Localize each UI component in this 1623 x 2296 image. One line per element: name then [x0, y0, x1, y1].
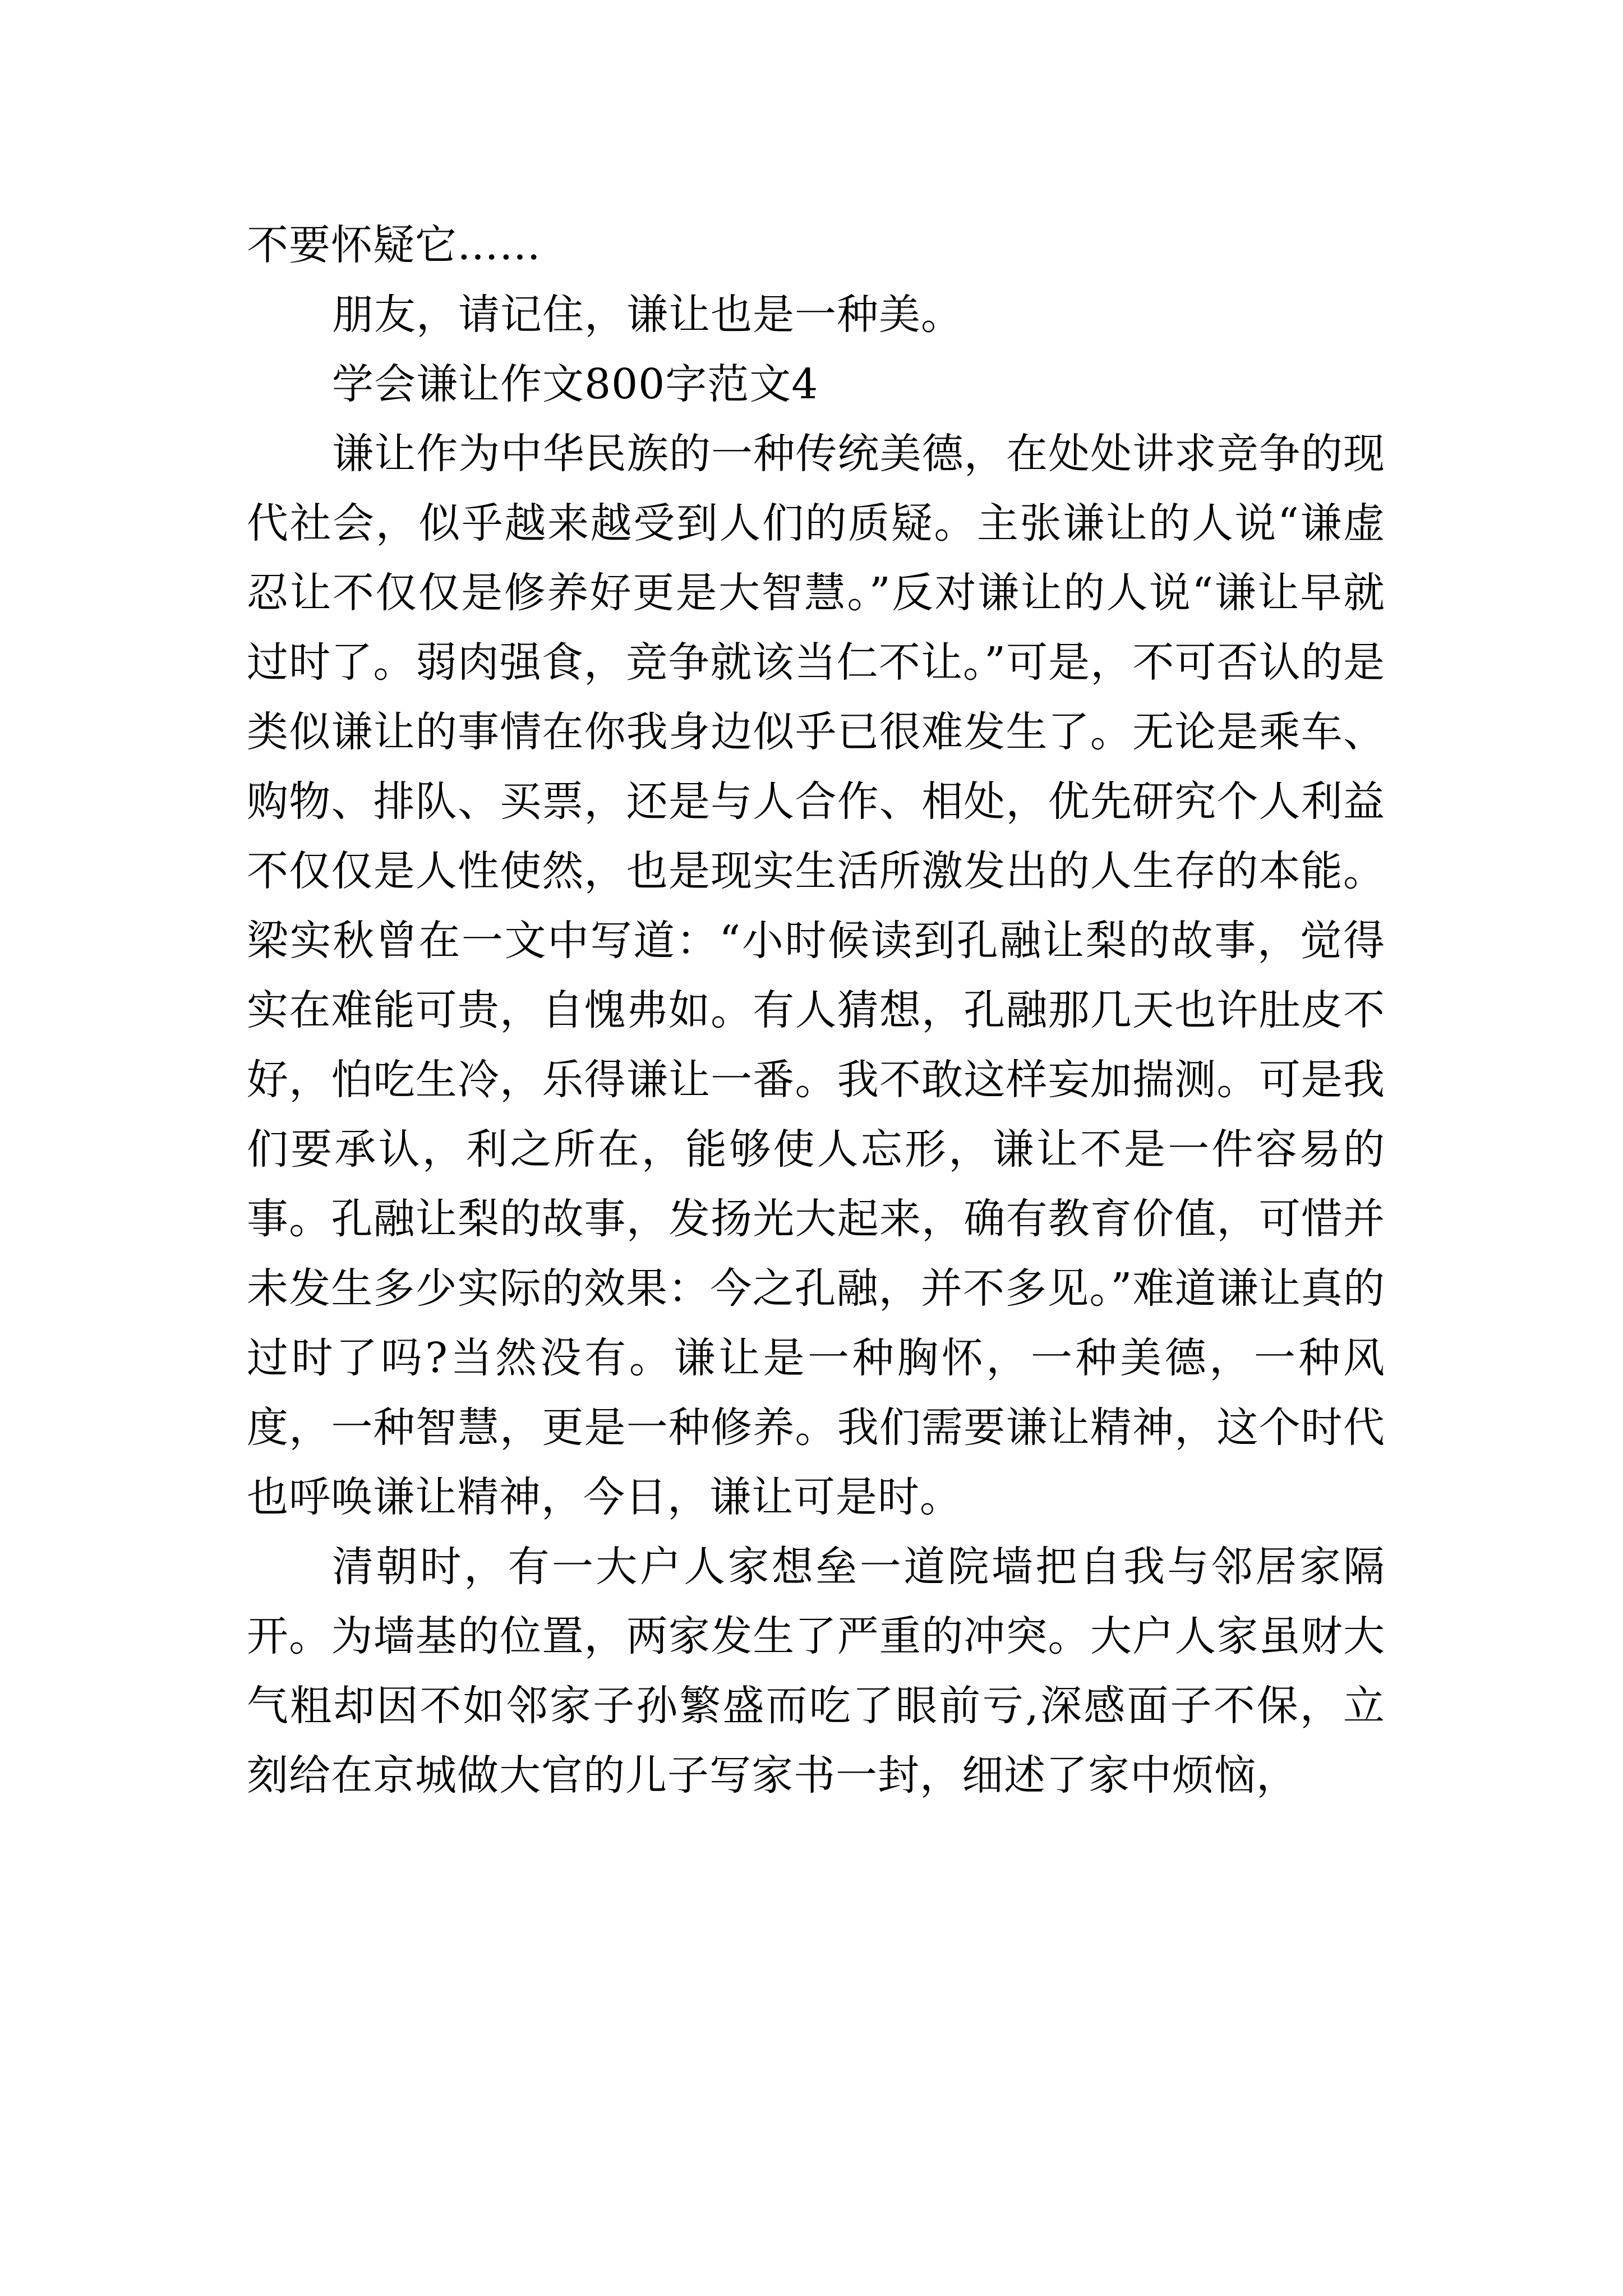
paragraph-qing-dynasty-story: 清朝时，有一大户人家想垒一道院墙把自我与邻居家隔开。为墙基的位置，两家发生了严重的冲突。大户人家虽财大气粗却因不如邻家子孙繁盛而吃了眼前亏,深感面子不保，立刻给在京城做大官的儿子写家书一封，细述了家中烦恼， — [247, 1543, 1385, 1800]
paragraph-modesty-debate: 谦让作为中华民族的一种传统美德，在处处讲求竞争的现代社会，似乎越来越受到人们的质疑。主张谦让的人说“谦虚忍让不仅仅是修养好更是大智慧。”反对谦让的人说“谦让早就过时了。弱肉强食，竞争就该当仁不让。”可是，不可否认的是类似谦让的事情在你我身边似乎已很难发生了。无论是乘车、购物、排队、买票，还是与人合作、相处，优先研究个人利益不仅仅是人性使然，也是现实生活所激发出的人生存的本能。梁实秋曾在一文中写道：“小时候读到孔融让梨的故事，觉得实在难能可贵，自愧弗如。有人猜想，孔融那几天也许肚皮不好，怕吃生冷，乐得谦让一番。我不敢这样妄加揣测。可是我们要承认，利之所在，能够使人忘形，谦让不是一件容易的事。孔融让梨的故事，发扬光大起来，确有教育价值，可惜并未发生多少实际的效果：今之孔融，并不多见。”难道谦让真的过时了吗?当然没有。谦让是一种胸怀，一种美德，一种风度，一种智慧，更是一种修养。我们需要谦让精神，这个时代也呼唤谦让精神，今日，谦让可是时。 — [247, 430, 1385, 1521]
paragraph-continuation: 不要怀疑它…… — [247, 221, 541, 269]
document-body — [247, 210, 1385, 1810]
paragraph-friend-remember: 朋友，请记住，谦让也是一种美。 — [332, 291, 963, 339]
section-heading: 学会谦让作文800字范文4 — [332, 360, 819, 408]
